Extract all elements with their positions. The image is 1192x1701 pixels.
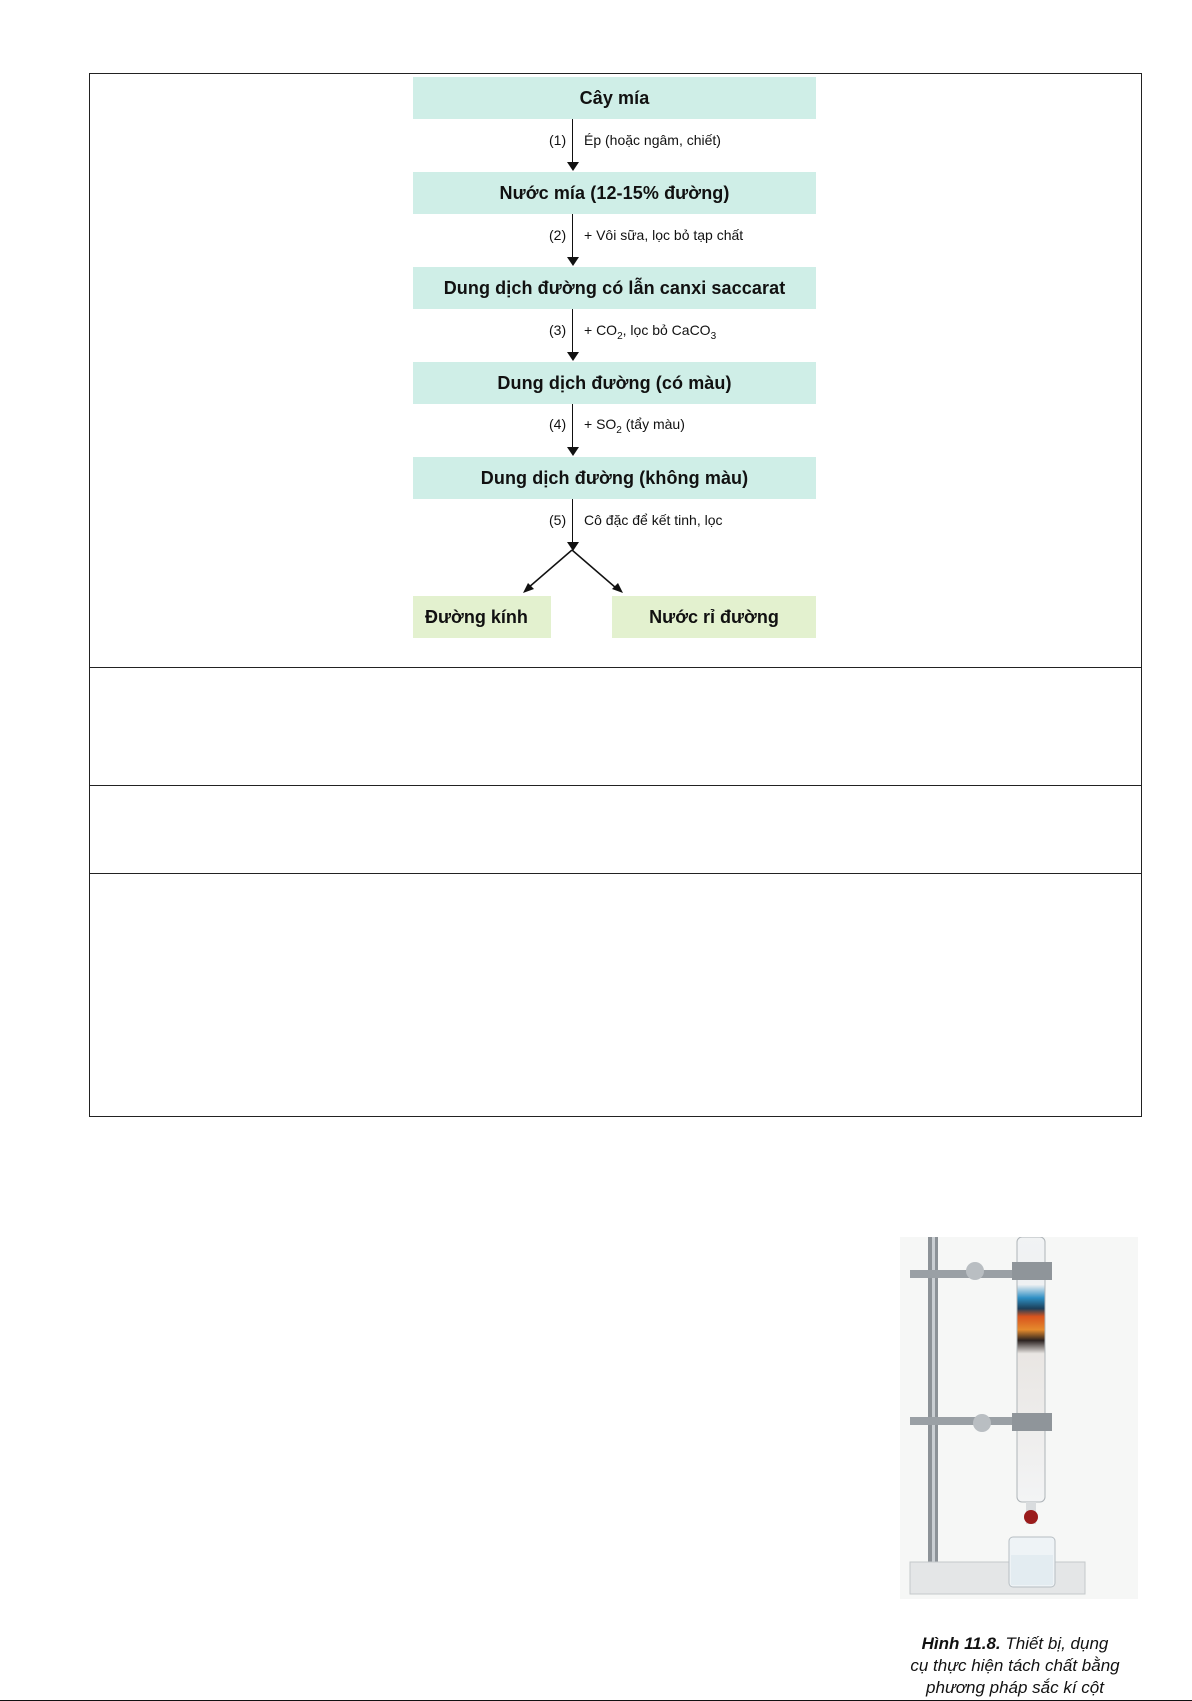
arrow-head-icon [567,162,579,171]
step-number: (3) [549,322,567,338]
step-text: Ép (hoặc ngâm, chiết) [584,132,721,148]
flow-arrow [572,404,573,448]
flow-arrow [572,499,573,545]
caption-label: Hình 11.8. [921,1634,1001,1653]
step-number: (1) [549,132,567,148]
figure-caption [870,1633,1160,1699]
flow-arrow [572,119,573,163]
step-number: (4) [549,416,567,432]
step-number: (2) [549,227,567,243]
table-row-divider [89,667,1142,668]
flow-node-colored-solution: Dung dịch đường (có màu) [413,362,816,404]
flow-node-saccharate-solution: Dung dịch đường có lẫn canxi saccarat [413,267,816,309]
flow-node-colorless-solution: Dung dịch đường (không màu) [413,457,816,499]
product-molasses: Nước rỉ đường [612,596,816,638]
flow-node-sugarcane: Cây mía [413,77,816,119]
step-text: + $SO_2$ (tẩy màu) [584,416,685,436]
flow-node-cane-juice: Nước mía (12-15% đường) [413,172,816,214]
flow-arrow [572,309,573,353]
arrow-head-icon [567,257,579,266]
caption-text: phương pháp sắc kí cột [926,1678,1104,1697]
step-text: Cô đặc để kết tinh, lọc [584,512,723,528]
arrow-head-icon [567,352,579,361]
step-text: + Vôi sữa, lọc bỏ tạp chất [584,227,744,243]
arrow-head-icon [567,447,579,456]
split-arrows [520,548,628,594]
product-refined-sugar: Đường kính [413,596,551,638]
caption-text: Thiết bị, dụng [1000,1634,1109,1653]
step-text: + $CO_2$, lọc bỏ CaCO$_3$ [584,322,717,342]
flow-arrow [572,214,573,258]
table-row-divider [89,873,1142,874]
table-row-divider [89,785,1142,786]
step-number: (5) [549,512,567,528]
chromatography-column-photo [900,1237,1138,1599]
caption-text: cụ thực hiện tách chất bằng [910,1656,1120,1675]
